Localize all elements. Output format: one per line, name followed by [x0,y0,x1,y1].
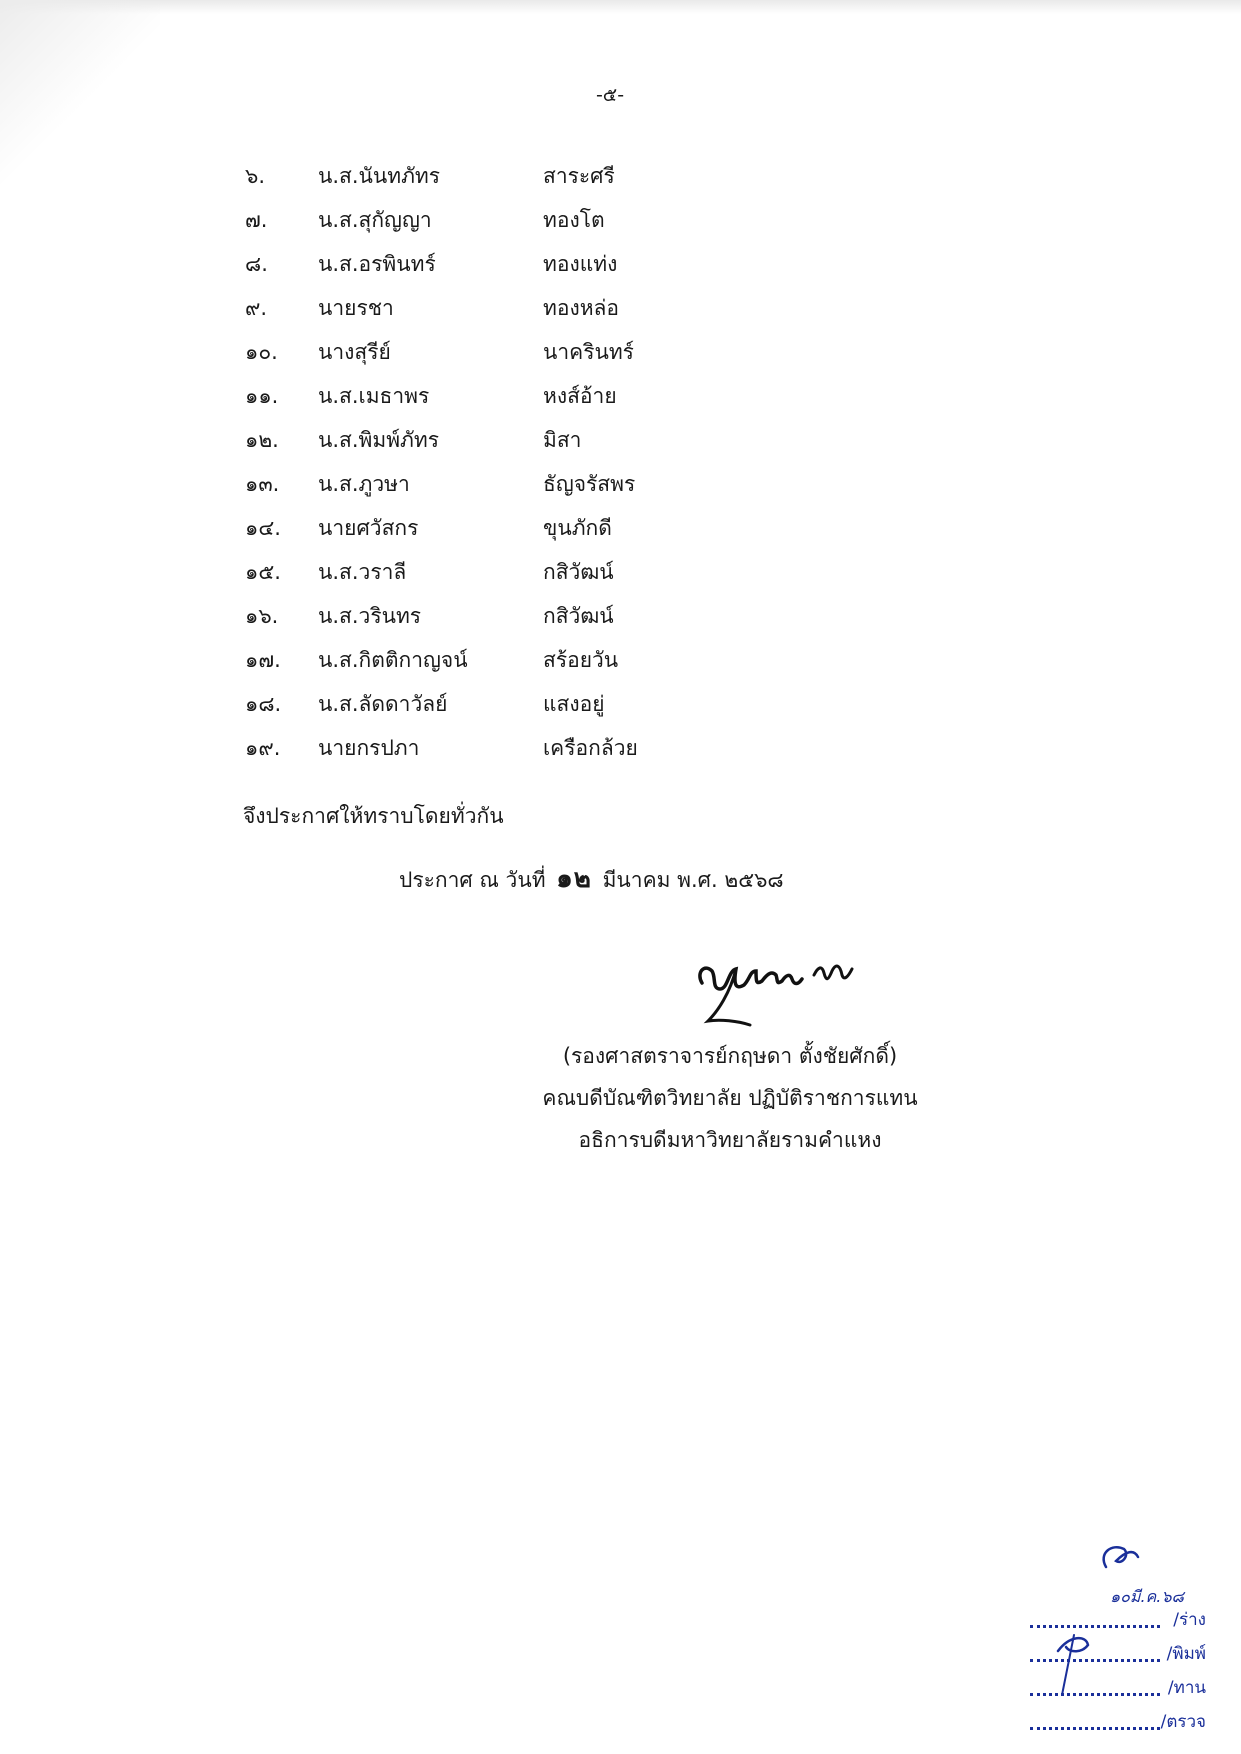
stamp-label-checked: /ตรวจ [1160,1712,1206,1732]
item-number: ๑๙. [245,736,281,760]
item-number: ๖. [245,164,266,188]
item-number: ๑๑. [245,384,279,408]
item-first-name: น.ส.เมธาพร [318,384,430,408]
item-first-name: นายกรปภา [318,736,420,760]
signer-position: คณบดีบัณฑิตวิทยาลัย ปฏิบัติราชการแทน [542,1086,918,1110]
routing-stamp [1030,1535,1210,1735]
item-last-name: ทองแท่ง [543,252,618,276]
announcement-date [399,858,784,899]
item-first-name: น.ส.นันทภัทร [318,164,441,188]
item-number: ๑๒. [245,428,279,452]
item-number: ๑๔. [245,516,281,540]
page-number: -๕- [595,84,625,106]
stamp-label-draft: /ร่าง [1173,1610,1206,1630]
stamp-line-proofread [1030,1677,1210,1701]
item-first-name: นายศวัสกร [318,516,419,540]
item-last-name: ทองหล่อ [543,296,620,320]
date-prefix: ประกาศ ณ วันที่ [399,868,546,892]
item-last-name: มิสา [543,428,582,452]
signer-name: (รองศาสตราจารย์กฤษดา ตั้งชัยศักดิ์) [562,1044,898,1068]
signer-organization: อธิการบดีมหาวิทยาลัยรามคำแหง [578,1128,882,1152]
scan-top-shadow [0,0,1241,14]
closing-statement: จึงประกาศให้ทราบโดยทั่วกัน [243,804,504,828]
stamp-line-typed [1030,1643,1210,1667]
item-first-name: น.ส.อรพินทร์ [318,252,436,276]
initials-scribble-icon [1030,1535,1210,1735]
stamp-dotted-line [1030,1693,1160,1696]
stamp-dotted-line [1030,1727,1160,1730]
stamp-dotted-line [1030,1625,1160,1628]
item-number: ๙. [245,296,268,320]
item-first-name: น.ส.ลัดดาวัลย์ [318,692,448,716]
item-last-name: ธัญจรัสพร [543,472,636,496]
stamp-line-checked [1030,1711,1210,1735]
item-first-name: น.ส.สุกัญญา [318,208,432,232]
item-last-name: กสิวัฒน์ [543,560,614,584]
item-number: ๑๖. [245,604,279,628]
item-number: ๑๗. [245,648,281,672]
item-first-name: น.ส.ภูวษา [318,472,410,496]
item-first-name: น.ส.วรินทร [318,604,422,628]
item-last-name: กสิวัฒน์ [543,604,614,628]
item-number: ๑๐. [245,340,278,364]
item-first-name: น.ส.พิมพ์ภัทร [318,428,440,452]
stamp-label-typed: /พิมพ์ [1166,1644,1206,1664]
stamp-label-proofread: /ทาน [1167,1678,1206,1698]
item-last-name: หงส์อ้าย [543,384,617,408]
stamp-line-draft [1030,1609,1210,1633]
scan-corner-shadow [0,0,160,260]
item-first-name: นายรชา [318,296,394,320]
item-number: ๘. [245,252,268,276]
item-last-name: นาครินทร์ [543,340,634,364]
item-first-name: น.ส.กิตติกาญจน์ [318,648,468,672]
item-number: ๑๓. [245,472,280,496]
item-first-name: นางสุรีย์ [318,340,391,364]
item-last-name: ขุนภักดี [543,516,612,540]
item-number: ๗. [245,208,268,232]
date-day: ๑๒ [556,864,592,894]
item-number: ๑๕. [245,560,281,584]
item-last-name: สร้อยวัน [543,648,619,672]
item-last-name: แสงอยู่ [543,692,605,716]
stamp-dotted-line [1030,1659,1160,1662]
item-last-name: เครือกล้วย [543,736,638,760]
item-number: ๑๘. [245,692,282,716]
item-last-name: สาระศรี [543,164,615,188]
signature-icon [690,945,860,1035]
item-first-name: น.ส.วราลี [318,560,407,584]
item-last-name: ทองโต [543,208,605,232]
date-suffix: มีนาคม พ.ศ. ๒๕๖๘ [602,868,784,892]
stamp-handwritten-date: ๑๐มี.ค.๖๘ [1110,1587,1184,1606]
